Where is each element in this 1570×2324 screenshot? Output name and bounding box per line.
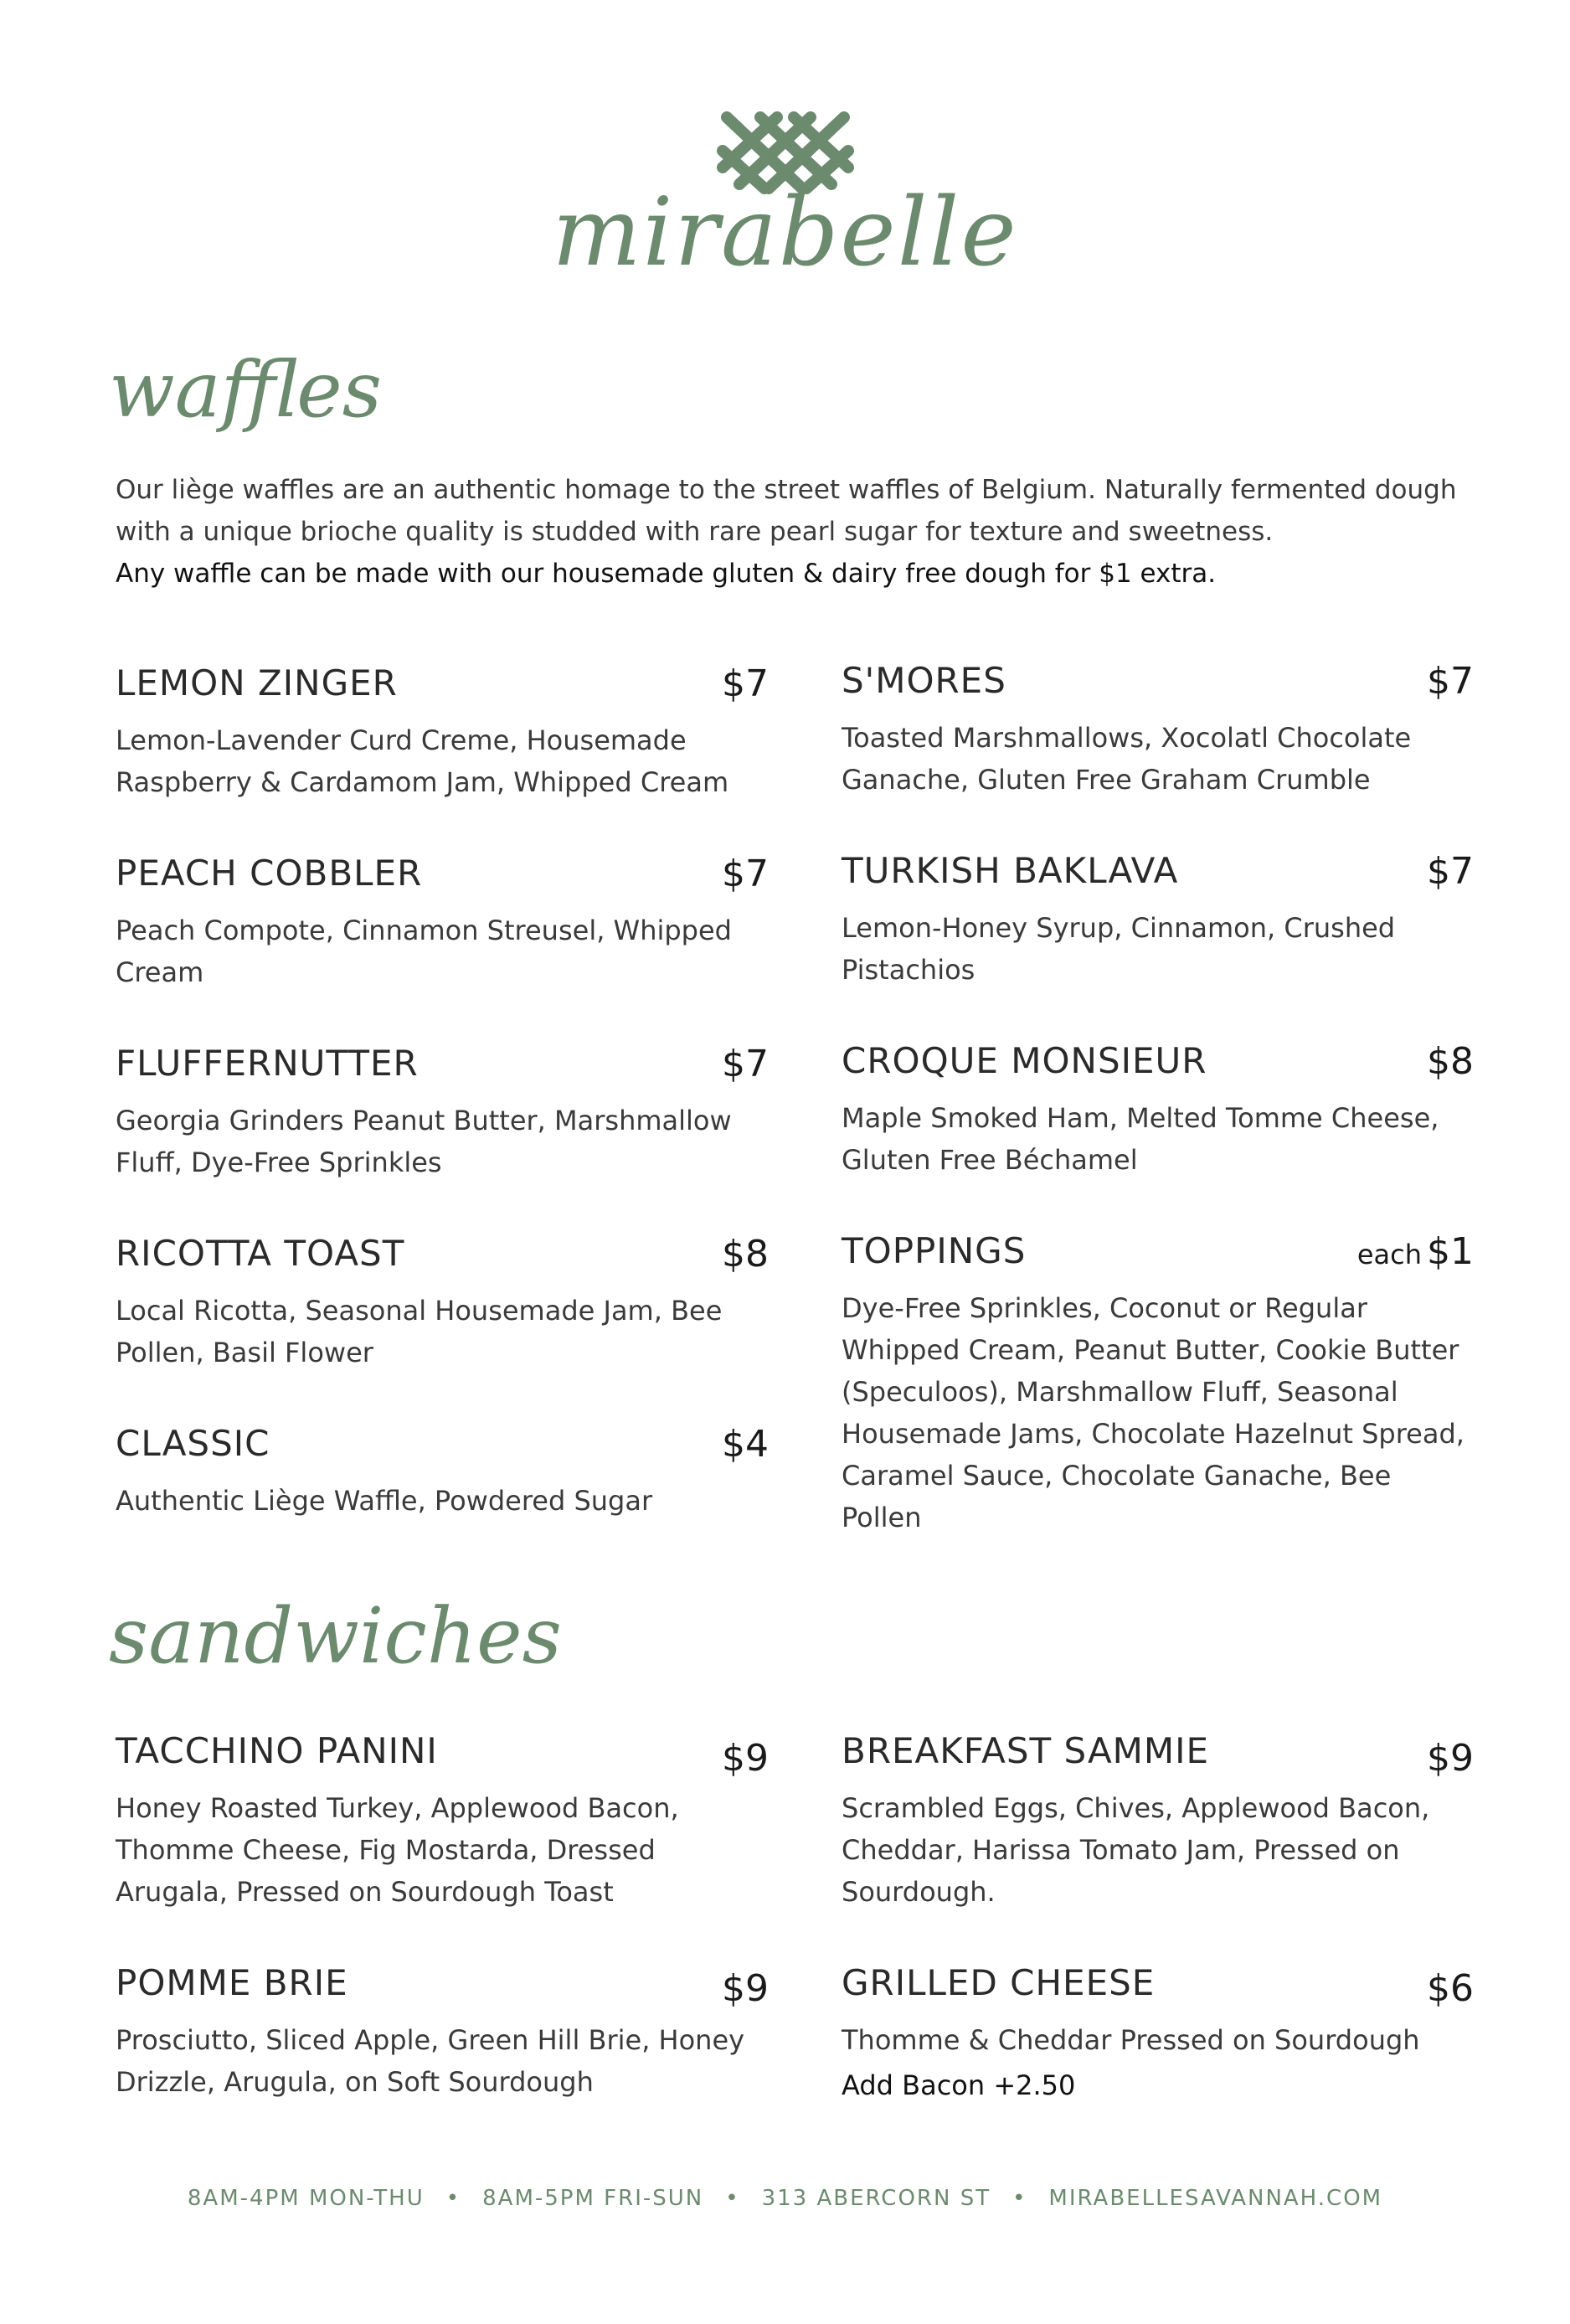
menu-item-tacchino-panini [116,1730,769,1913]
menu-item-toppings [842,1230,1474,1538]
item-name: TACCHINO PANINI [116,1730,438,1771]
footer-separator: • [445,2186,461,2211]
item-description: Lemon-Lavender Curd Creme, Housemade Raspberry & Cardamom Jam, Whipped Cream [116,724,729,798]
item-price: $8 [1427,1040,1474,1083]
item-name: PEACH COBBLER [116,853,423,894]
item-price: $7 [722,853,769,895]
item-description: Honey Roasted Turkey, Applewood Bacon, Thomme Cheese, Fig Mostarda, Dressed Arugala, Pressed on Sourdough Toast [116,1792,679,1908]
item-description: Peach Compote, Cinnamon Streusel, Whipped Cream [116,915,732,988]
item-price: $9 [722,1737,769,1780]
item-description: Dye-Free Sprinkles, Coconut or Regular Whipped Cream, Peanut Butter, Cookie Butter (Speculoos), Marshmallow Fluff, Seasonal Housemade Jams, Chocolate Hazelnut Spread, Caramel Sauce, Chocolate Ganache, Bee Pollen [842,1292,1464,1533]
item-name: TOPPINGS [842,1230,1027,1271]
menu-item-fluffernutter [116,1043,769,1183]
item-name: S'MORES [842,660,1006,701]
item-price: $9 [722,1967,769,2010]
item-name: FLUFFERNUTTER [116,1043,419,1084]
price-prefix: each [1356,1239,1422,1270]
item-name: LEMON ZINGER [116,662,398,703]
menu-item-grilled-cheese [842,1962,1474,2106]
item-price: $7 [1427,850,1474,893]
gluten-free-note: Any waffle can be made with our housemade gluten & dairy free dough for $1 extra. [116,559,1217,589]
item-description: Scrambled Eggs, Chives, Applewood Bacon, Cheddar, Harissa Tomato Jam, Pressed on Sourdough. [842,1792,1430,1908]
menu-item-peach-cobbler [116,853,769,993]
item-name: GRILLED CHEESE [842,1962,1156,2003]
item-price: $7 [722,1043,769,1085]
item-name: CROQUE MONSIEUR [842,1040,1207,1081]
menu-item-croque-monsieur [842,1040,1474,1181]
menu-item-pomme-brie [116,1962,769,2103]
item-name: RICOTTA TOAST [116,1233,405,1274]
intro-text: Our liège waffles are an authentic homage to the street waffles of Belgium. Naturally fermented dough with a unique brioche quality is studded with rare pearl sugar for texture and sweetness. [116,475,1457,547]
menu-item-ricotta-toast [116,1233,769,1373]
menu-item-lemon-zinger [116,662,769,803]
price-value: $1 [1427,1230,1474,1273]
item-price [1356,1230,1474,1273]
footer-hours-weekend: 8AM-5PM FRI-SUN [482,2186,704,2211]
item-price: $9 [1427,1737,1474,1780]
menu-item-turkish-baklava [842,850,1474,991]
footer-separator: • [1012,2186,1027,2211]
sandwiches-title: sandwiches [109,1591,562,1681]
item-description: Maple Smoked Ham, Melted Tomme Cheese, Gluten Free Béchamel [842,1102,1439,1176]
item-description: Authentic Liège Waffle, Powdered Sugar [116,1485,653,1517]
item-description: Prosciutto, Sliced Apple, Green Hill Brie, Honey Drizzle, Arugula, on Soft Sourdough [116,2024,745,2098]
item-price: $6 [1427,1967,1474,2010]
brand-name: mirabelle [552,178,1018,287]
item-description: Georgia Grinders Peanut Butter, Marshmallow Fluff, Dye-Free Sprinkles [116,1105,732,1178]
item-price: $4 [722,1423,769,1466]
item-name: CLASSIC [116,1423,270,1464]
item-description: Local Ricotta, Seasonal Housemade Jam, Bee Pollen, Basil Flower [116,1295,723,1368]
item-price: $7 [722,662,769,705]
footer-hours-weekday: 8AM-4PM MON-THU [187,2186,425,2211]
waffles-intro [116,469,1489,595]
item-description: Lemon-Honey Syrup, Cinnamon, Crushed Pistachios [842,912,1396,986]
item-name: TURKISH BAKLAVA [842,850,1179,891]
menu-item-breakfast-sammie [842,1730,1474,1913]
item-name: BREAKFAST SAMMIE [842,1730,1210,1771]
footer-website: MIRABELLESAVANNAH.COM [1048,2186,1383,2211]
item-price: $7 [1427,660,1474,703]
item-addon: Add Bacon +2.50 [842,2069,1076,2101]
footer-address: 313 ABERCORN ST [761,2186,991,2211]
item-name: POMME BRIE [116,1962,348,2003]
menu-item-classic [116,1423,769,1522]
item-description: Thomme & Cheddar Pressed on Sourdough [842,2024,1420,2056]
menu-item-smores [842,660,1474,801]
footer [0,2186,1570,2211]
footer-separator: • [725,2186,740,2211]
item-description: Toasted Marshmallows, Xocolatl Chocolate Ganache, Gluten Free Graham Crumble [842,722,1412,796]
waffles-title: waffles [109,345,382,435]
item-price: $8 [722,1233,769,1275]
